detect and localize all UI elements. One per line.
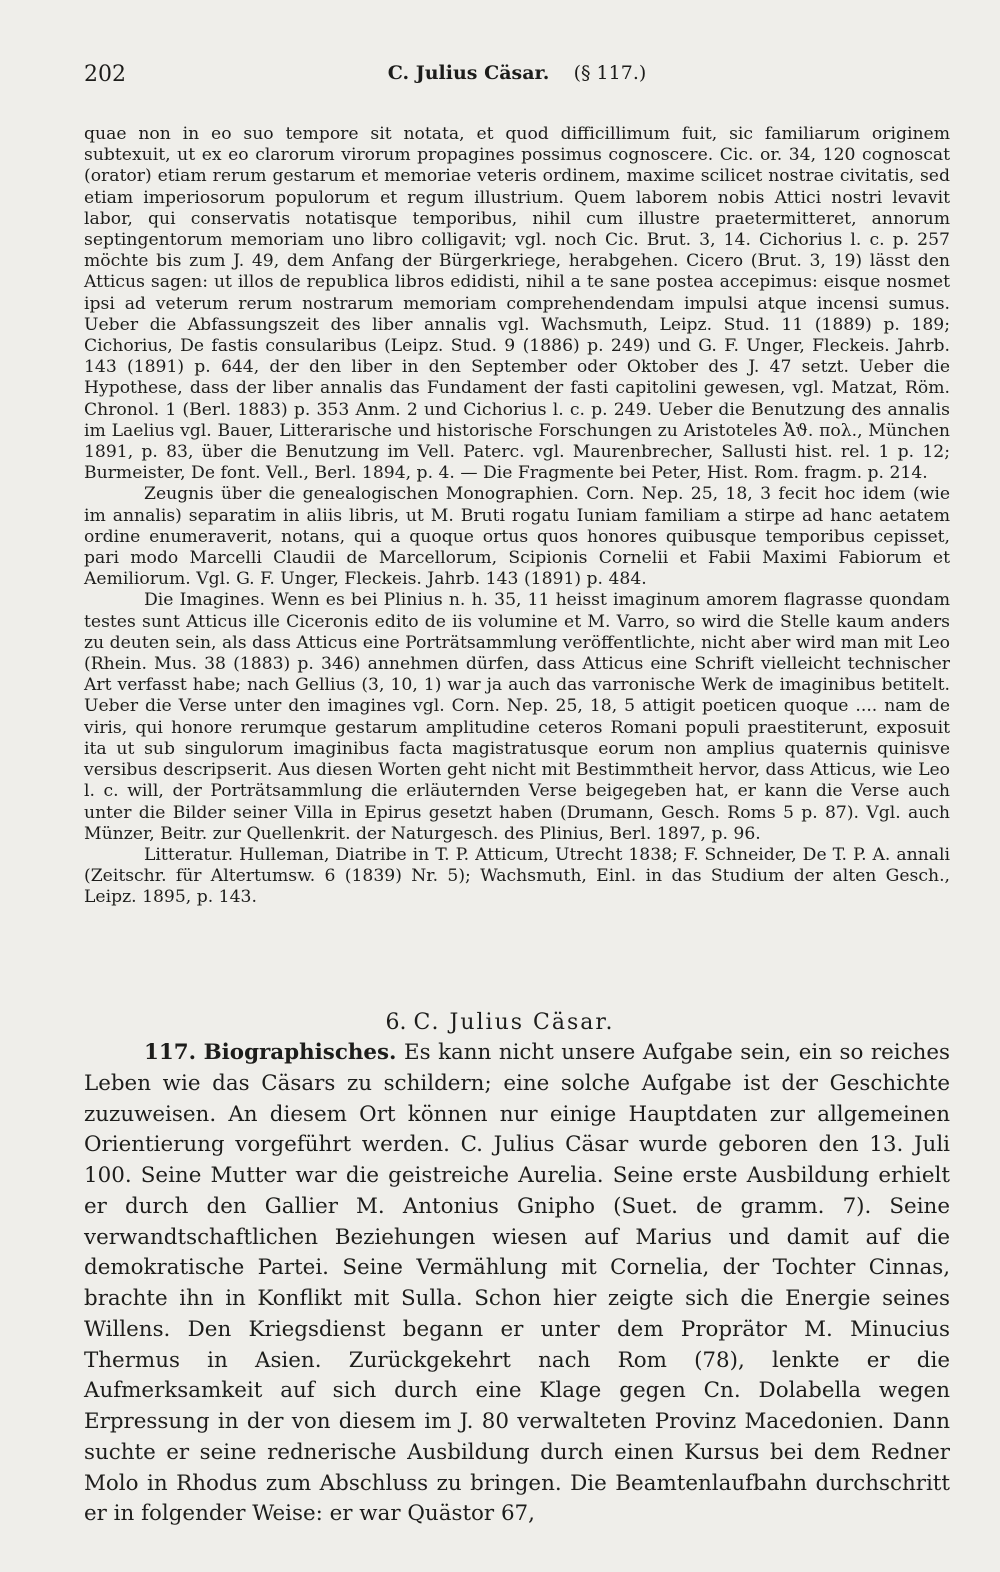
note-paragraph-3: Die Imagines. Wenn es bei Plinius n. h. 35, 11 heisst imaginum amorem flagrasse quondam testes sunt Atticus ille Ciceronis edito de iis volumine et M. Varro, so wird die Stelle kaum anders zu deuten sein, als dass Atticus eine Porträtsammlung veröffentlichte, nicht aber wird man mit Leo (Rhein. Mus. 38 (1883) p. 346) annehmen dürfen, dass Atticus eine Schrift vielleicht technischer Art verfasst habe; nach Gellius (3, 10, 1) war ja auch das varronische Werk de imaginibus betitelt. Ueber die Verse unter den imagines vgl. Corn. Nep. 25, 18, 5 attigit poeticen quoque .... nam de viris, qui honore rerumque gestarum amplitudine ceteros Romani populi praestiterunt, exposuit ita ut sub singulorum imaginibus facta magistratusque eorum non amplius quaternis quinisve versibus descripserit. Aus diesen Worten geht nicht mit Bestimmtheit hervor, dass Atticus, wie Leo l. c. will, der Porträtsammlung die erläuternden Verse beigegeben hat, er kann die Verse auch unter die Bilder seiner Villa in Epirus gesetzt haben (Drumann, Gesch. Roms 5 p. 87). Vgl. auch Münzer, Beitr. zur Quellenkrit. der Naturgesch. des Plinius, Berl. 1897, p. 96. (84, 590, 950, 844)
paragraph-number: 117. (144, 1040, 197, 1065)
running-title-section: (§ 117.) (573, 62, 647, 84)
running-head (84, 62, 950, 90)
paragraph-text: Es kann nicht unsere Aufgabe sein, ein so reiches Leben wie das Cäsars zu schildern; eine solche Aufgabe ist der Geschichte zuzuweisen. An diesem Ort können nur einige Hauptdaten zur allgemeinen Orientierung vorgeführt werden. C. Julius Cäsar wurde geboren den 13. Juli 100. Seine Mutter war die geistreiche Aurelia. Seine erste Ausbildung erhielt er durch den Gallier M. Antonius Gnipho (Suet. de gramm. 7). Seine verwandtschaftlichen Beziehungen wiesen auf Marius und damit auf die demokratische Partei. Seine Vermählung mit Cornelia, der Tochter Cinnas, brachte ihn in Konflikt mit Sulla. Schon hier zeigte sich die Energie seines Willens. Den Kriegsdienst begann er unter dem Proprätor M. Minucius Thermus in Asien. Zurückgekehrt nach Rom (78), lenkte er die Aufmerksamkeit auf sich durch eine Klage gegen Cn. Dolabella wegen Erpressung in der von diesem im J. 80 verwalteten Provinz Macedonien. Dann suchte er seine rednerische Ausbildung durch einen Kursus bei dem Redner Molo in Rhodus zum Abschluss zu bringen. Die Beamtenlaufbahn durchschritt er in folgender Weise: er war Quästor 67, (84, 1040, 950, 1527)
page-number: 202 (84, 62, 126, 87)
main-text (84, 1038, 950, 1530)
note-paragraph-2: Zeugnis über die genealogischen Monographien. Corn. Nep. 25, 18, 3 fecit hoc idem (wie im annalis) separatim in aliis libris, ut M. Bruti rogatu Iuniam familiam a stirpe ad hanc aetatem ordine enumeraverit, notans, qui a quoque ortus quos honores quibusque temporibus cepisset, pari modo Marcelli Claudii de Marcellorum, Scipionis Cornelii et Fabii Maximi Fabiorum et Aemiliorum. Vgl. G. F. Unger, Fleckeis. Jahrb. 143 (1891) p. 484. (84, 484, 950, 590)
main-paragraph (84, 1038, 950, 1530)
note-paragraph-1: quae non in eo suo tempore sit notata, et quod difficillimum fuit, sic familiarum originem subtexuit, ut ex eo clarorum virorum propagines possimus cognoscere. Cic. or. 34, 120 cognoscat (orator) etiam rerum gestarum et memoriae veteris ordinem, maxime scilicet nostrae civitatis, sed etiam imperiosorum populorum et regum illustrium. Quem laborem nobis Attici nostri levavit labor, qui conservatis notatisque temporibus, nihil cum illustre praetermitteret, annorum septingentorum memoriam uno libro colligavit; vgl. noch Cic. Brut. 3, 14. Cichorius l. c. p. 257 möchte bis zum J. 49, dem Anfang der Bürgerkriege, herabgehen. Cicero (Brut. 3, 19) lässt den Atticus sagen: ut illos de republica libros edidisti, nihil a te sane postea accepimus: eisque nosmet ipsi ad veterum rerum nostrarum memoriam comprehendendam impulsi atque incensi sumus. Ueber die Abfassungszeit des liber annalis vgl. Wachsmuth, Leipz. Stud. 11 (1889) p. 189; Cichorius, De fastis consularibus (Leipz. Stud. 9 (1886) p. 249) und G. F. Unger, Fleckeis. Jahrb. 143 (1891) p. 644, der den liber in den September oder Oktober des J. 47 setzt. Ueber die Hypothese, dass der liber annalis das Fundament der fasti capitolini gewesen, vgl. Matzat, Röm. Chronol. 1 (Berl. 1883) p. 353 Anm. 2 und Cichorius l. c. p. 249. Ueber die Benutzung des annalis im Laelius vgl. Bauer, Litterarische und historische Forschungen zu Aristoteles Ἀϑ. πολ., München 1891, p. 83, über die Benutzung im Vell. Paterc. vgl. Maurenbrecher, Sallusti hist. rel. 1 p. 12; Burmeister, De font. Vell., Berl. 1894, p. 4. — Die Fragmente bei Peter, Hist. Rom. fragm. p. 214. (84, 124, 950, 484)
section-title: C. Julius Cäsar. (413, 1010, 615, 1035)
paragraph-title: Biographisches. (203, 1040, 397, 1065)
section-heading (0, 1010, 1000, 1035)
running-title (84, 62, 950, 84)
footnote-block (84, 124, 950, 909)
note-paragraph-4: Litteratur. Hulleman, Diatribe in T. P. Atticum, Utrecht 1838; F. Schneider, De T. P. A. annali (Zeitschr. für Altertumsw. 6 (1839) Nr. 5); Wachsmuth, Einl. in das Studium der alten Gesch., Leipz. 1895, p. 143. (84, 844, 950, 908)
running-title-name: C. Julius Cäsar. (387, 62, 550, 84)
section-number: 6. (385, 1010, 407, 1035)
